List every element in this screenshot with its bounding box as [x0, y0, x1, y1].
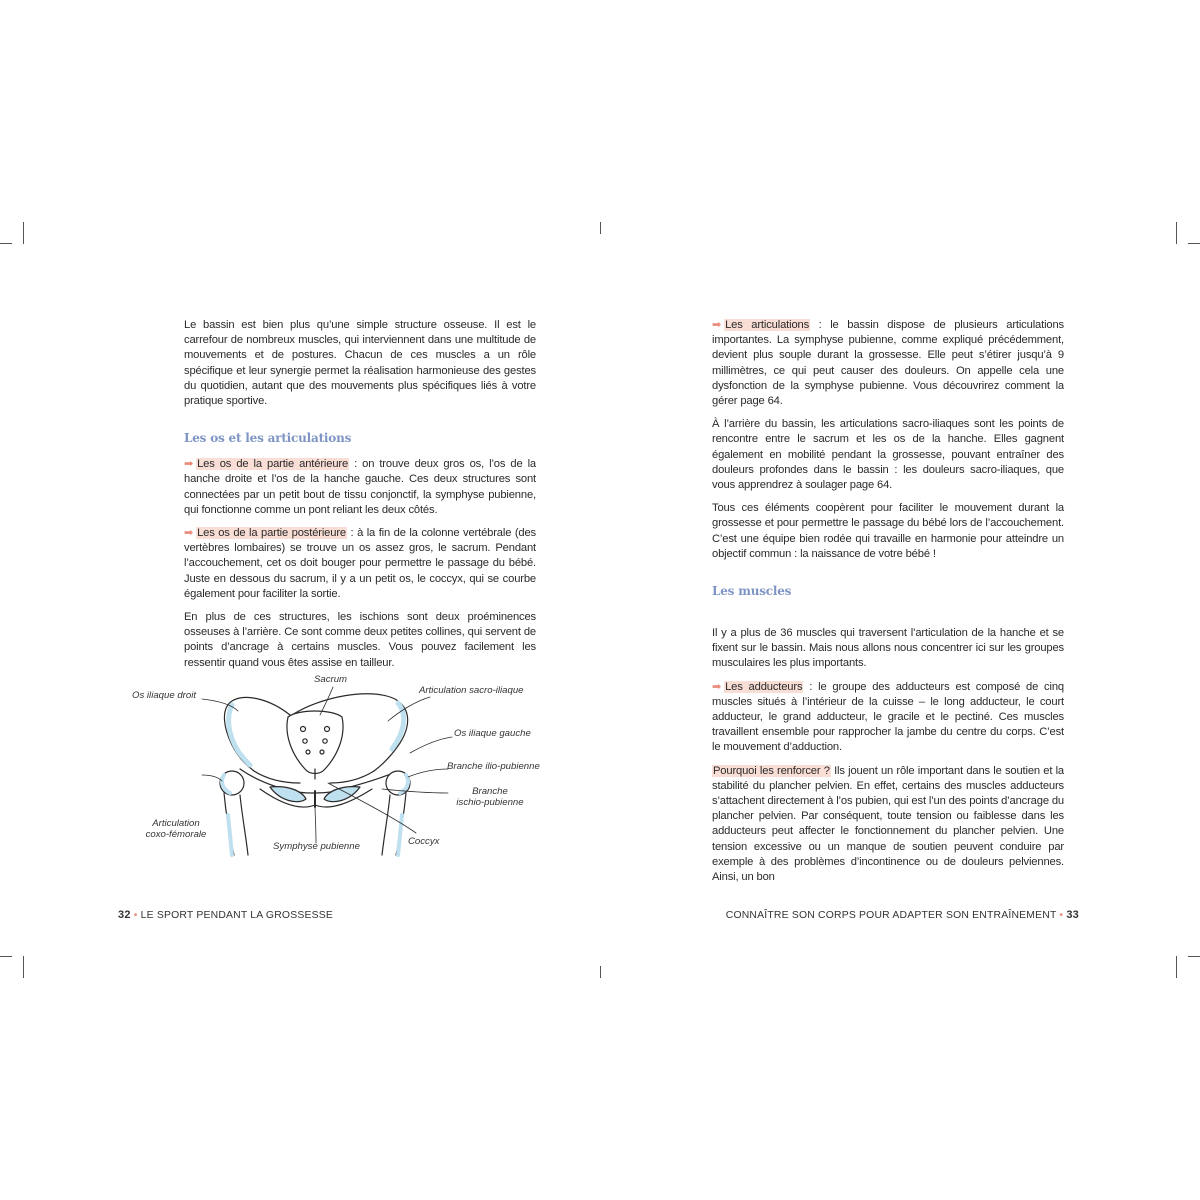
label-line-1: Articulation [152, 818, 200, 829]
bones-anterior-item [184, 457, 536, 518]
running-title: CONNAÎTRE SON CORPS POUR ADAPTER SON ENTRAÎNEMENT [725, 910, 1057, 921]
joints-item [712, 318, 1064, 409]
crop-mark [1176, 222, 1177, 244]
label-branche-ilio-pubienne: Branche ilio-pubienne [447, 761, 540, 772]
label-os-iliaque-droit: Os iliaque droit [132, 690, 196, 701]
crop-mark [23, 956, 24, 978]
running-title: LE SPORT PENDANT LA GROSSESSE [140, 910, 333, 921]
label-line-2: ischio-pubienne [456, 797, 524, 808]
crop-mark [0, 956, 12, 957]
label-articulation-sacro-iliaque: Articulation sacro-iliaque [419, 685, 524, 696]
arrow-right-icon: ➡ [184, 527, 194, 540]
arrow-right-icon: ➡ [712, 319, 722, 331]
highlight-label: Les os de la partie postérieure [197, 527, 346, 540]
muscles-intro-paragraph: Il y a plus de 36 muscles qui traversent l’articulation de la hanche et se fixent sur le bassin. Mais nous allons nous concentrer ici sur les groupes musculaires les plus importants. [712, 627, 1064, 670]
item-text: : le bassin dispose de plusieurs articulations importantes. La symphyse pubienne, comme expliqué précédemment, devient plus souple durant la grossesse. Elle peut s’étirer jusqu’à 9 millimètres, ce qui peut causer des douleurs. On appelle cela une dysfonction de la symphyse pubienne. Vous découvrirez comment la gérer page 64. [712, 319, 1064, 408]
label-line-2: coxo-fémorale [145, 829, 207, 840]
crop-mark [1188, 956, 1200, 957]
label-sacrum: Sacrum [314, 674, 348, 685]
pelvis-illustration [120, 665, 540, 865]
label-symphyse-pubienne: Symphyse pubienne [273, 841, 360, 852]
highlight-label: Pourquoi les renforcer ? [713, 764, 830, 777]
arrow-right-icon: ➡ [712, 680, 722, 693]
label-coccyx: Coccyx [408, 836, 440, 847]
adductors-item [712, 680, 1064, 756]
highlight-label: Les os de la partie antérieure [197, 458, 349, 471]
item-text: Ils jouent un rôle important dans le soutien et la stabilité du plancher pelvien. En effet, certains des muscles adducteurs s’attachent directement à l’os pubien, qui est l’un des points d’ancrage du plancher pelvien. Par conséquent, toute tension ou faiblesse dans les adducteurs peut affecter le fonctionnement du plancher pelvien. Une tension excessive ou un manque de soutien peuvent conduire par exemple à des problèmes d’incontinence ou de douleurs pelviennes. Ainsi, un bon [712, 764, 1064, 884]
highlight-label: Les adducteurs [725, 680, 803, 693]
sacro-iliac-paragraph: À l’arrière du bassin, les articulations sacro-iliaques sont les points de rencontre entre le sacrum et les os de la hanche. Elles gagnent également en mobilité pendant la grossesse, pouvant entraîner des douleurs profondes dans le bassin : les douleurs sacro-iliaques, que vous apprendrez à soulager page 64. [712, 418, 1064, 492]
section-heading-muscles: Les muscles [712, 584, 792, 599]
why-strengthen-paragraph [712, 764, 1064, 886]
left-page [184, 318, 536, 679]
label-os-iliaque-gauche: Os iliaque gauche [454, 728, 531, 739]
page-number: 33 [1066, 909, 1079, 921]
intro-paragraph: Le bassin est bien plus qu’une simple structure osseuse. Il est le carrefour de nombreux muscles, qui interviennent dans une multitude de mouvements et de postures. Chacun de ces muscles a un rôle spécifique et leur synergie permet la réalisation harmonieuse des gestes du quotidien, autant que des mouvements plus spécifiques liés à votre pratique sportive. [184, 319, 536, 408]
crop-mark [23, 222, 24, 244]
item-text: : le groupe des adducteurs est composé de cinq muscles situés à l’intérieur de la cuisse – le long adducteur, le court adducteur, le grand adducteur, le gracile et le pectiné. Ces muscles travaillent ensemble pour rapprocher la jambe du centre du corps. C’est le mouvement d’adduction. [712, 680, 1064, 754]
crop-mark [0, 243, 12, 244]
label-branche-ischio-pubienne [450, 786, 530, 808]
crop-mark [600, 222, 601, 234]
crop-mark [600, 966, 601, 978]
left-footer [118, 909, 333, 921]
crop-mark [1188, 243, 1200, 244]
cooperation-paragraph: Tous ces éléments coopèrent pour faciliter le mouvement durant la grossesse et pour permettre le passage du bébé lors de l’accouchement. C’est une équipe bien rodée qui travaille en harmonie pour atteindre un objectif commun : la naissance de votre bébé ! [712, 502, 1064, 560]
item-text: : à la fin de la colonne vertébrale (des vertèbres lombaires) se trouve un os assez gros, le sacrum. Pendant l’accouchement, cet os doit bouger pour permettre le passage du bébé. Juste en dessous du sacrum, il y a un petit os, le coccyx, qui se courbe également pour faciliter la sortie. [184, 527, 536, 600]
arrow-right-icon: ➡ [184, 458, 194, 471]
section-heading-bones: Les os et les articulations [184, 431, 352, 446]
label-line-1: Branche [472, 786, 508, 797]
ischion-paragraph: En plus de ces structures, les ischions sont deux proéminences osseuses à l’arrière. Ce sont comme deux petites collines, qui servent de points d’ancrage à certains muscles. Vous pouvez facilement les ressentir quand vous êtes assise en tailleur. [184, 611, 536, 669]
bones-posterior-item [184, 526, 536, 602]
right-footer [726, 909, 1079, 921]
page-number: 32 [118, 909, 131, 921]
label-articulation-coxo-femorale [136, 818, 216, 840]
dot-icon: • [1056, 910, 1067, 921]
right-page [712, 318, 1064, 893]
dot-icon: • [130, 910, 141, 921]
crop-mark [1176, 956, 1177, 978]
item-text: : on trouve deux gros os, l’os de la hanche droite et l’os de la hanche gauche. Ces deux structures sont connectées par un petit bout de tissu conjonctif, la symphyse pubienne, qui fonctionne comme un pont reliant les deux côtés. [184, 458, 536, 516]
highlight-label: Les articulations [725, 319, 810, 331]
